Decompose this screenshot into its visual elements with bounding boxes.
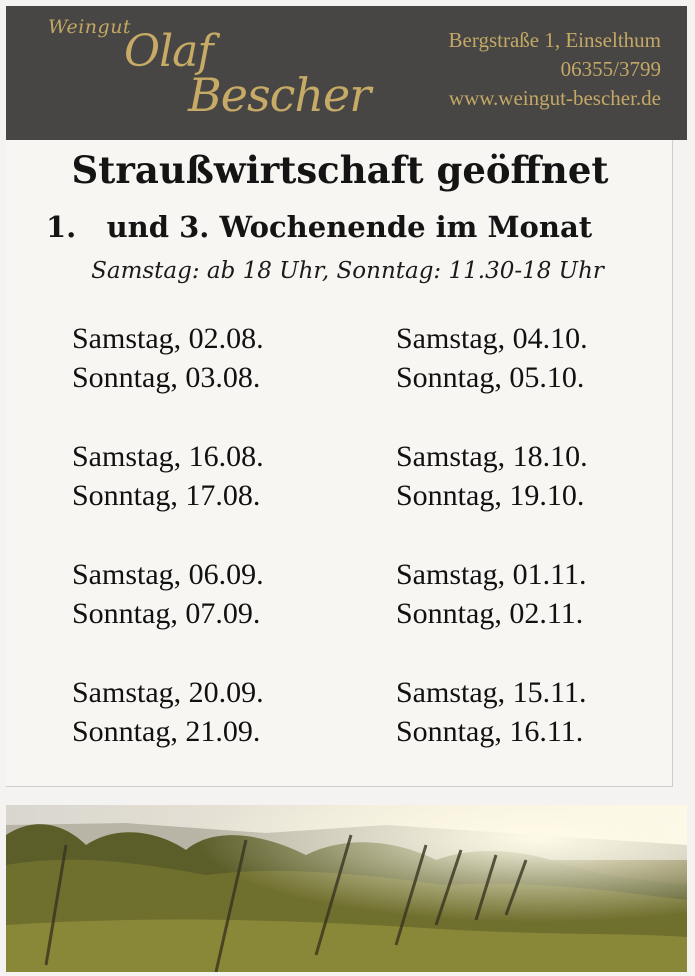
vineyard-photo [6, 805, 687, 972]
date-saturday: Samstag, 04.10. [396, 322, 588, 355]
date-sunday: Sonntag, 05.10. [396, 361, 585, 394]
date-group [72, 437, 372, 515]
date-group [72, 319, 372, 397]
subtitle-weekends: 1. und 3. Wochenende im Monat [46, 210, 593, 244]
date-saturday: Samstag, 02.08. [72, 322, 264, 355]
date-group [396, 555, 695, 633]
date-group [72, 555, 372, 633]
date-saturday: Samstag, 16.08. [72, 440, 264, 473]
logo-last-name: Bescher [188, 68, 371, 122]
logo-weingut-text: Weingut [48, 16, 132, 38]
page-title: Straußwirtschaft geöffnet [71, 148, 609, 192]
date-group [396, 437, 695, 515]
date-saturday: Samstag, 06.09. [72, 558, 264, 591]
date-group [396, 673, 695, 751]
date-group [396, 319, 695, 397]
address-text: Bergstraße 1, Einselthum [448, 28, 661, 52]
date-group [72, 673, 372, 751]
date-saturday: Samstag, 20.09. [72, 676, 264, 709]
vineyard-image [6, 805, 687, 972]
dates-column-right [396, 319, 695, 791]
header-bar [6, 6, 687, 140]
date-sunday: Sonntag, 03.08. [72, 361, 261, 394]
date-sunday: Sonntag, 07.09. [72, 597, 261, 630]
date-saturday: Samstag, 18.10. [396, 440, 588, 473]
logo-first-name: Olaf [124, 26, 213, 77]
date-sunday: Sonntag, 21.09. [72, 715, 261, 748]
date-saturday: Samstag, 15.11. [396, 676, 587, 709]
website-link[interactable]: www.weingut-bescher.de [448, 86, 661, 110]
date-sunday: Sonntag, 17.08. [72, 479, 261, 512]
date-sunday: Sonntag, 02.11. [396, 597, 584, 630]
dates-column-left [72, 319, 372, 791]
winery-logo [6, 6, 371, 140]
date-saturday: Samstag, 01.11. [396, 558, 587, 591]
phone-text: 06355/3799 [560, 57, 661, 81]
contact-info [449, 26, 662, 113]
date-sunday: Sonntag, 19.10. [396, 479, 585, 512]
opening-hours: Samstag: ab 18 Uhr, Sonntag: 11.30-18 Uhr [91, 258, 604, 284]
date-sunday: Sonntag, 16.11. [396, 715, 584, 748]
